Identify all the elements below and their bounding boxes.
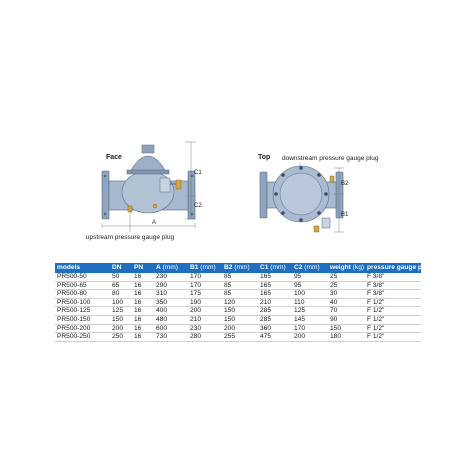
table-cell: 95: [294, 281, 302, 289]
table-cell: 600: [156, 324, 168, 332]
table-cell: 125: [112, 307, 124, 315]
table-cell: 85: [224, 281, 232, 289]
table-cell: PR500-200: [57, 324, 91, 332]
dim-b1-label: B1: [341, 212, 349, 218]
top-view-valve: [260, 166, 343, 232]
table-body: [55, 273, 421, 341]
table-row: [55, 281, 421, 290]
table-cell: 65: [112, 281, 120, 289]
column-header: [292, 263, 328, 273]
table-cell: 16: [134, 307, 142, 315]
upstream-label: upstream pressure gauge plug: [85, 234, 175, 241]
table-cell: 125: [294, 307, 306, 315]
table-cell: 40: [330, 298, 338, 306]
table-cell: 85: [224, 273, 232, 280]
table-cell: 360: [260, 324, 272, 332]
column-header: [55, 263, 110, 273]
column-header: [188, 263, 222, 273]
table-cell: F 1/2": [367, 333, 385, 341]
table-cell: 170: [294, 324, 306, 332]
column-header: [328, 263, 365, 273]
table-row: [55, 290, 421, 299]
table-cell: 100: [294, 290, 306, 298]
table-row: [55, 324, 421, 333]
downstream-label: downstream pressure gauge plug: [282, 155, 379, 162]
table-cell: 100: [112, 298, 124, 306]
table-cell: F 3/8": [367, 290, 385, 298]
table-cell: 16: [134, 324, 142, 332]
column-header-label: C1: [260, 264, 269, 272]
column-header: [154, 263, 188, 273]
table-cell: 25: [330, 273, 338, 280]
face-label: Face: [106, 154, 122, 161]
table-cell: 150: [330, 324, 342, 332]
table-cell: F 3/8": [367, 281, 385, 289]
table-cell: 230: [190, 324, 202, 332]
dim-c2-label: C2: [194, 203, 202, 209]
table-cell: 175: [190, 290, 202, 298]
column-header-label: weight: [330, 264, 351, 272]
column-header: [110, 263, 132, 273]
table-cell: PR500-125: [57, 307, 91, 315]
table-row: [55, 298, 421, 307]
column-header-label: C2: [294, 264, 303, 272]
table-cell: 290: [156, 281, 168, 289]
column-header: [132, 263, 154, 273]
table-cell: 150: [224, 307, 236, 315]
table-cell: 150: [224, 315, 236, 323]
table-row: [55, 307, 421, 316]
table-cell: 16: [134, 281, 142, 289]
column-header-unit: (mm): [160, 264, 178, 272]
table-row: [55, 315, 421, 324]
spec-table: [55, 263, 432, 342]
column-header-unit: (mm): [302, 264, 320, 272]
table-cell: 230: [156, 273, 168, 280]
table-cell: F 1/2": [367, 307, 385, 315]
table-cell: 210: [190, 315, 202, 323]
table-cell: 475: [260, 333, 272, 341]
table-cell: 200: [294, 333, 306, 341]
table-cell: 25: [330, 281, 338, 289]
table-cell: 285: [260, 315, 272, 323]
table-cell: F 1/2": [367, 324, 385, 332]
table-cell: 310: [156, 290, 168, 298]
column-header-label: DN: [112, 264, 122, 272]
table-cell: PR500-50: [57, 273, 87, 280]
table-cell: 200: [224, 324, 236, 332]
table-cell: 730: [156, 333, 168, 341]
table-cell: PR500-250: [57, 333, 91, 341]
table-cell: 95: [294, 273, 302, 280]
column-header-label: A: [156, 264, 161, 272]
table-cell: 165: [260, 290, 272, 298]
table-cell: 165: [260, 281, 272, 289]
table-cell: 90: [330, 315, 338, 323]
column-header: [258, 263, 292, 273]
table-cell: 200: [112, 324, 124, 332]
dim-c1-label: C1: [194, 170, 202, 176]
table-cell: 280: [190, 333, 202, 341]
table-cell: 255: [224, 333, 236, 341]
table-cell: 480: [156, 315, 168, 323]
top-label: Top: [258, 154, 271, 161]
table-cell: 50: [112, 273, 120, 280]
table-cell: 190: [190, 298, 202, 306]
table-cell: 16: [134, 290, 142, 298]
table-cell: 80: [112, 290, 120, 298]
table-cell: PR500-100: [57, 298, 91, 306]
dim-a-label: A: [152, 220, 157, 226]
table-cell: 200: [190, 307, 202, 315]
table-cell: 16: [134, 333, 142, 341]
table-cell: PR500-80: [57, 290, 87, 298]
table-cell: 150: [112, 315, 124, 323]
table-header: [55, 263, 432, 273]
table-cell: 180: [330, 333, 342, 341]
column-header-label: models: [57, 264, 81, 272]
table-cell: 110: [294, 298, 305, 306]
table-cell: 70: [330, 307, 338, 315]
table-cell: 170: [190, 281, 202, 289]
table-cell: 30: [330, 290, 338, 298]
table-cell: PR500-65: [57, 281, 87, 289]
column-header: [365, 263, 432, 273]
table-row: [55, 333, 421, 342]
dim-b2-label: B2: [341, 181, 349, 187]
column-header-label: pressure gauge plug: [367, 264, 432, 272]
table-cell: 210: [260, 298, 272, 306]
column-header-unit: (mm): [268, 264, 286, 272]
table-cell: F 1/2": [367, 315, 385, 323]
table-cell: 250: [112, 333, 124, 341]
table-cell: F 3/8": [367, 273, 385, 280]
column-header-unit: (kg): [350, 264, 365, 272]
header-row: [55, 263, 421, 273]
table-cell: 145: [294, 315, 306, 323]
table-cell: 350: [156, 298, 168, 306]
table-cell: 165: [260, 273, 272, 280]
column-header-label: B1: [190, 264, 199, 272]
column-header: [222, 263, 258, 273]
table-row: [55, 273, 421, 281]
table-cell: 85: [224, 290, 232, 298]
column-header-label: B2: [224, 264, 233, 272]
table-cell: 400: [156, 307, 168, 315]
table-cell: 16: [134, 273, 142, 280]
table-cell: 285: [260, 307, 272, 315]
column-header-unit: (mm): [198, 264, 216, 272]
table-cell: PR500-150: [57, 315, 91, 323]
table-cell: 16: [134, 298, 142, 306]
table-cell: 16: [134, 315, 142, 323]
table-cell: 120: [224, 298, 236, 306]
table-cell: 170: [190, 273, 202, 280]
column-header-label: PN: [134, 264, 144, 272]
column-header-unit: (mm): [232, 264, 250, 272]
table-cell: F 1/2": [367, 298, 385, 306]
dimension-a: [102, 223, 195, 228]
